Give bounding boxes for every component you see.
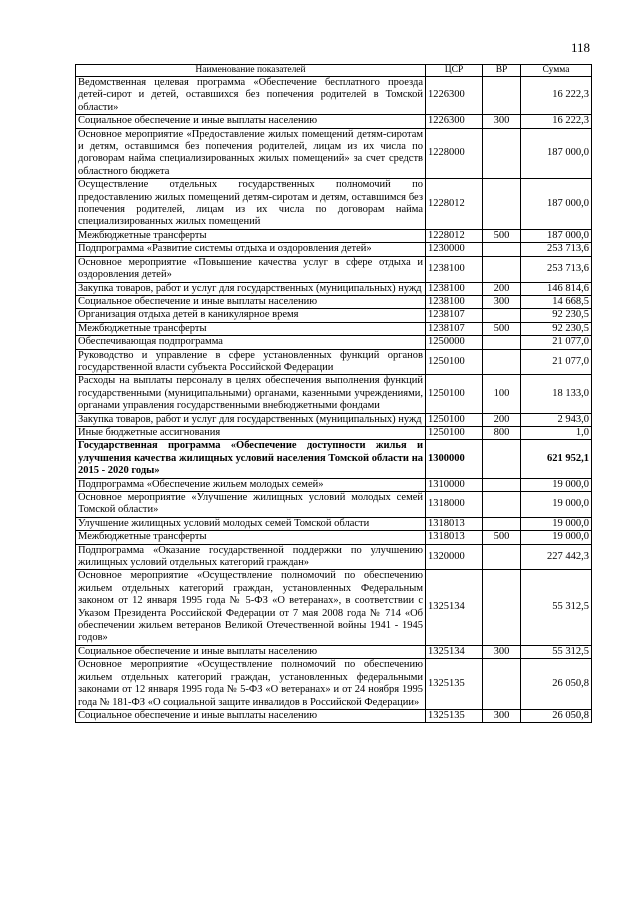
- row-csr-cell: 1238100: [426, 256, 483, 282]
- budget-table: [75, 64, 592, 723]
- table-row: [76, 426, 592, 439]
- row-csr-cell: 1238107: [426, 309, 483, 322]
- row-csr-cell: 1250100: [426, 349, 483, 375]
- row-sum-cell: 92 230,5: [521, 309, 592, 322]
- row-name-cell: Подпрограмма «Обеспечение жильем молодых семей»: [76, 478, 426, 491]
- row-name-cell: Закупка товаров, работ и услуг для государственных (муниципальных) нужд: [76, 282, 426, 295]
- row-vr-cell: 300: [483, 295, 521, 308]
- row-vr-cell: 500: [483, 322, 521, 335]
- row-vr-cell: [483, 77, 521, 115]
- table-row: [76, 517, 592, 530]
- row-name-cell: Основное мероприятие «Осуществление полномочий по обеспечению жильем отдельных категорий граждан, установленных федеральными законами от 12 января 1995 года № 5-ФЗ «О ветеранах» и от 24 ноября 1995 года № 181-ФЗ «О социальной защите инвалидов в Российской Федерации»: [76, 659, 426, 710]
- row-vr-cell: [483, 128, 521, 179]
- table-row: [76, 309, 592, 322]
- row-sum-cell: 18 133,0: [521, 375, 592, 413]
- row-csr-cell: 1325134: [426, 570, 483, 645]
- row-csr-cell: 1226300: [426, 77, 483, 115]
- row-name-cell: Подпрограмма «Развитие системы отдыха и оздоровления детей»: [76, 243, 426, 256]
- row-csr-cell: 1228000: [426, 128, 483, 179]
- row-sum-cell: 146 814,6: [521, 282, 592, 295]
- row-csr-cell: 1250100: [426, 426, 483, 439]
- row-sum-cell: 21 077,0: [521, 349, 592, 375]
- row-sum-cell: 16 222,3: [521, 77, 592, 115]
- row-sum-cell: 2 943,0: [521, 413, 592, 426]
- table-row: [76, 413, 592, 426]
- row-csr-cell: 1230000: [426, 243, 483, 256]
- row-vr-cell: 300: [483, 115, 521, 128]
- row-vr-cell: 200: [483, 282, 521, 295]
- row-name-cell: Социальное обеспечение и иные выплаты населению: [76, 115, 426, 128]
- header-vr: ВР: [483, 65, 521, 77]
- row-name-cell: Обеспечивающая подпрограмма: [76, 336, 426, 349]
- row-csr-cell: 1228012: [426, 229, 483, 242]
- row-csr-cell: 1250100: [426, 413, 483, 426]
- table-header-row: [76, 65, 592, 77]
- row-vr-cell: [483, 570, 521, 645]
- row-vr-cell: [483, 544, 521, 570]
- row-vr-cell: [483, 517, 521, 530]
- row-name-cell: Закупка товаров, работ и услуг для государственных (муниципальных) нужд: [76, 413, 426, 426]
- row-name-cell: Основное мероприятие «Предоставление жилых помещений детям-сиротам и детям, оставшимся без попечения родителей, лицам из их числа по договорам найма специализированных жилых помещений» за счет средств областного бюджета: [76, 128, 426, 179]
- row-name-cell: Расходы на выплаты персоналу в целях обеспечения выполнения функций государственными (муниципальными) органами, казенными учреждениями, органами управления государственными внебюджетными фондами: [76, 375, 426, 413]
- row-vr-cell: 200: [483, 413, 521, 426]
- row-csr-cell: 1325134: [426, 645, 483, 658]
- row-csr-cell: 1325135: [426, 659, 483, 710]
- table-row: [76, 544, 592, 570]
- table-row: [76, 336, 592, 349]
- row-vr-cell: [483, 349, 521, 375]
- row-vr-cell: [483, 492, 521, 518]
- row-vr-cell: 100: [483, 375, 521, 413]
- row-sum-cell: 19 000,0: [521, 478, 592, 491]
- row-sum-cell: 187 000,0: [521, 229, 592, 242]
- row-vr-cell: [483, 440, 521, 478]
- table-row: [76, 229, 592, 242]
- row-csr-cell: 1226300: [426, 115, 483, 128]
- row-sum-cell: 92 230,5: [521, 322, 592, 335]
- row-name-cell: Подпрограмма «Оказание государственной поддержки по улучшению жилищных условий отдельных категорий граждан»: [76, 544, 426, 570]
- row-vr-cell: [483, 179, 521, 230]
- row-sum-cell: 253 713,6: [521, 256, 592, 282]
- table-row: [76, 349, 592, 375]
- row-sum-cell: 19 000,0: [521, 531, 592, 544]
- row-name-cell: Основное мероприятие «Улучшение жилищных условий молодых семей Томской области»: [76, 492, 426, 518]
- table-row: [76, 375, 592, 413]
- table-row: [76, 570, 592, 645]
- row-csr-cell: 1310000: [426, 478, 483, 491]
- row-vr-cell: [483, 659, 521, 710]
- row-name-cell: Осуществление отдельных государственных полномочий по предоставлению жилых помещений детям-сиротам и детям, оставшимся без попечения родителей, лицам из их числа по договорам найма специализированных жилых помещений: [76, 179, 426, 230]
- row-csr-cell: 1300000: [426, 440, 483, 478]
- row-csr-cell: 1320000: [426, 544, 483, 570]
- row-sum-cell: 19 000,0: [521, 517, 592, 530]
- table-row: [76, 440, 592, 478]
- row-name-cell: Улучшение жилищных условий молодых семей Томской области: [76, 517, 426, 530]
- row-vr-cell: [483, 309, 521, 322]
- row-name-cell: Социальное обеспечение и иные выплаты населению: [76, 645, 426, 658]
- row-sum-cell: 621 952,1: [521, 440, 592, 478]
- table-row: [76, 492, 592, 518]
- table-row: [76, 659, 592, 710]
- table-row: [76, 256, 592, 282]
- row-name-cell: Руководство и управление в сфере установленных функций органов государственной власти субъекта Российской Федерации: [76, 349, 426, 375]
- row-csr-cell: 1250100: [426, 375, 483, 413]
- row-sum-cell: 187 000,0: [521, 179, 592, 230]
- row-csr-cell: 1325135: [426, 709, 483, 722]
- row-sum-cell: 55 312,5: [521, 570, 592, 645]
- row-name-cell: Межбюджетные трансферты: [76, 531, 426, 544]
- row-csr-cell: 1238100: [426, 295, 483, 308]
- row-sum-cell: 26 050,8: [521, 659, 592, 710]
- row-name-cell: Социальное обеспечение и иные выплаты населению: [76, 295, 426, 308]
- table-row: [76, 115, 592, 128]
- row-csr-cell: 1250000: [426, 336, 483, 349]
- row-sum-cell: 55 312,5: [521, 645, 592, 658]
- row-vr-cell: 800: [483, 426, 521, 439]
- header-csr: ЦСР: [426, 65, 483, 77]
- table-row: [76, 295, 592, 308]
- table-row: [76, 77, 592, 115]
- row-vr-cell: [483, 243, 521, 256]
- row-csr-cell: 1228012: [426, 179, 483, 230]
- table-row: [76, 282, 592, 295]
- row-sum-cell: 16 222,3: [521, 115, 592, 128]
- row-sum-cell: 19 000,0: [521, 492, 592, 518]
- header-sum: Сумма: [521, 65, 592, 77]
- row-sum-cell: 14 668,5: [521, 295, 592, 308]
- table-body: [76, 77, 592, 723]
- row-vr-cell: [483, 478, 521, 491]
- row-sum-cell: 1,0: [521, 426, 592, 439]
- row-name-cell: Межбюджетные трансферты: [76, 229, 426, 242]
- table-row: [76, 243, 592, 256]
- row-sum-cell: 227 442,3: [521, 544, 592, 570]
- table-row: [76, 128, 592, 179]
- table-row: [76, 709, 592, 722]
- table-row: [76, 478, 592, 491]
- row-sum-cell: 26 050,8: [521, 709, 592, 722]
- row-name-cell: Государственная программа «Обеспечение доступности жилья и улучшения качества жилищных условий населения Томской области на 2015 - 2020 годы»: [76, 440, 426, 478]
- header-name: Наименование показателей: [76, 65, 426, 77]
- table-row: [76, 645, 592, 658]
- row-name-cell: Иные бюджетные ассигнования: [76, 426, 426, 439]
- row-csr-cell: 1318000: [426, 492, 483, 518]
- row-name-cell: Социальное обеспечение и иные выплаты населению: [76, 709, 426, 722]
- row-vr-cell: [483, 336, 521, 349]
- row-csr-cell: 1318013: [426, 517, 483, 530]
- row-name-cell: Межбюджетные трансферты: [76, 322, 426, 335]
- table-row: [76, 531, 592, 544]
- row-sum-cell: 253 713,6: [521, 243, 592, 256]
- row-vr-cell: 300: [483, 709, 521, 722]
- row-csr-cell: 1238100: [426, 282, 483, 295]
- row-vr-cell: 500: [483, 229, 521, 242]
- row-name-cell: Основное мероприятие «Повышение качества услуг в сфере отдыха и оздоровления детей»: [76, 256, 426, 282]
- row-name-cell: Организация отдыха детей в каникулярное время: [76, 309, 426, 322]
- page-number: 118: [570, 40, 590, 55]
- table-row: [76, 322, 592, 335]
- row-vr-cell: [483, 256, 521, 282]
- row-name-cell: Ведомственная целевая программа «Обеспечение бесплатного проезда детей-сирот и детей, оставшихся без попечения родителей в Томской области»: [76, 77, 426, 115]
- row-vr-cell: 500: [483, 531, 521, 544]
- row-sum-cell: 187 000,0: [521, 128, 592, 179]
- row-csr-cell: 1318013: [426, 531, 483, 544]
- row-vr-cell: 300: [483, 645, 521, 658]
- row-csr-cell: 1238107: [426, 322, 483, 335]
- table-row: [76, 179, 592, 230]
- row-name-cell: Основное мероприятие «Осуществление полномочий по обеспечению жильем отдельных категорий граждан, установленных Федеральным законом от 12 января 1995 года № 5-ФЗ «О ветеранах», в соответствии с Указом Президента Российской Федерации от 7 мая 2008 года № 714 «Об обеспечении жильем ветеранов Великой Отечественной войны 1941 - 1945 годов»: [76, 570, 426, 645]
- row-sum-cell: 21 077,0: [521, 336, 592, 349]
